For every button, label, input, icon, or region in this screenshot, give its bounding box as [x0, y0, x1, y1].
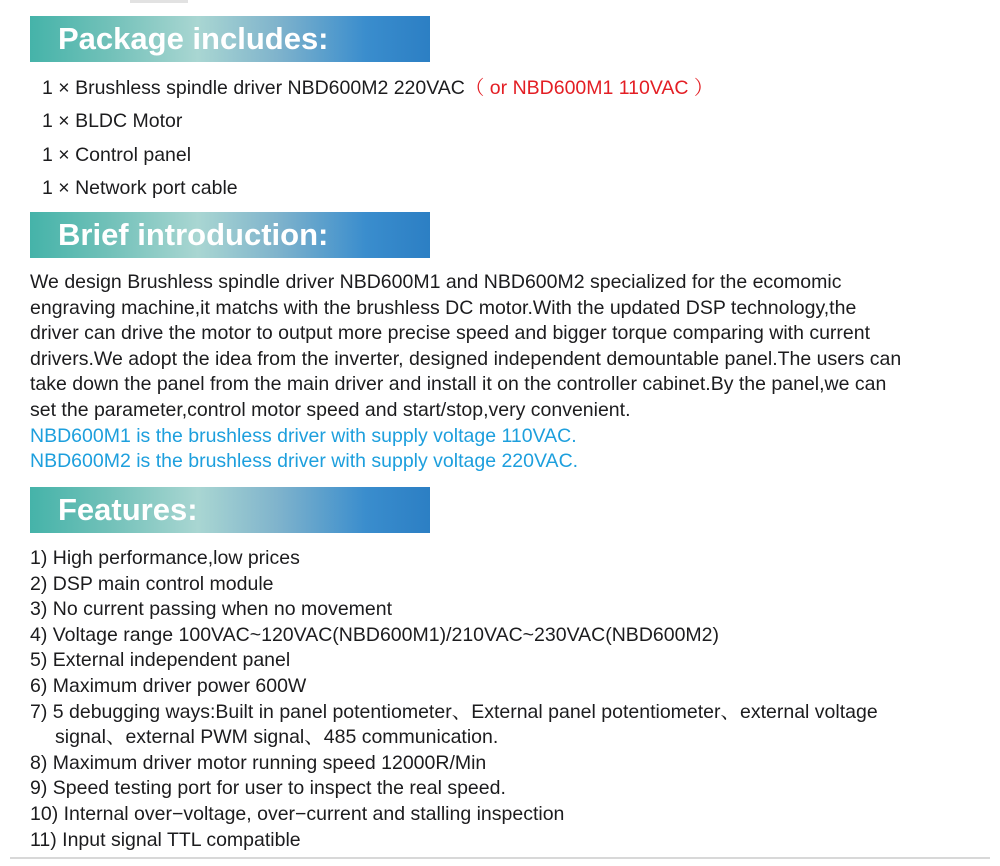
intro-highlight-line: NBD600M1 is the brushless driver with supply voltage 110VAC.: [30, 424, 577, 447]
package-item-text: 1 × Brushless spindle driver NBD600M2 220VAC: [42, 77, 465, 99]
feature-line: 7) 5 debugging ways:Built in panel potentiometer、External panel potentiometer、external voltage: [30, 700, 878, 723]
intro-line: set the parameter,control motor speed and start/stop,very convenient.: [30, 398, 631, 421]
feature-line: 9) Speed testing port for user to inspect the real speed.: [30, 777, 506, 800]
package-item-text: 1 × Control panel: [42, 143, 192, 166]
section-title-features: Features:: [58, 492, 198, 527]
package-items-list: [42, 72, 713, 206]
feature-line: 6) Maximum driver power 600W: [30, 674, 307, 697]
feature-line: 3) No current passing when no movement: [30, 598, 393, 621]
section-title-package: Package includes:: [58, 21, 329, 56]
brief-introduction-paragraph: [30, 270, 901, 475]
cropped-content-remnant: [130, 0, 188, 3]
section-banner-features: [30, 487, 430, 533]
section-banner-package: [30, 16, 430, 62]
intro-line: We design Brushless spindle driver NBD600M1 and NBD600M2 specialized for the ecomomic: [30, 271, 842, 293]
section-banner-brief-introduction: [30, 212, 430, 258]
package-item-text: 1 × Network port cable: [42, 177, 238, 200]
feature-line: 1) High performance,low prices: [30, 547, 300, 569]
feature-line: 4) Voltage range 100VAC~120VAC(NBD600M1)/210VAC~230VAC(NBD600M2): [30, 623, 720, 646]
feature-line-continuation: signal、external PWM signal、485 communication.: [55, 726, 499, 749]
feature-line: 8) Maximum driver motor running speed 12000R/Min: [30, 751, 487, 774]
package-item: [42, 172, 713, 205]
features-list: [30, 546, 878, 853]
package-item: [42, 72, 713, 105]
feature-line: 11) Input signal TTL compatible: [30, 828, 301, 851]
cropped-next-section-divider: [10, 857, 990, 859]
intro-line: take down the panel from the main driver and install it on the controller cabinet.By the panel,we can: [30, 373, 887, 396]
intro-highlight-line: NBD600M2 is the brushless driver with supply voltage 220VAC.: [30, 450, 579, 473]
intro-line: drivers.We adopt the idea from the inverter, designed independent demountable panel.The users can: [30, 347, 902, 370]
intro-line: engraving machine,it matchs with the brushless DC motor.With the updated DSP technology,the: [30, 296, 857, 319]
package-item: [42, 105, 713, 138]
feature-line: 5) External independent panel: [30, 649, 291, 672]
section-title-brief-introduction: Brief introduction:: [58, 217, 329, 252]
feature-line: 2) DSP main control module: [30, 572, 274, 595]
package-item-red-note: （ or NBD600M1 110VAC ）: [464, 77, 714, 99]
feature-line: 10) Internal over−voltage, over−current and stalling inspection: [30, 802, 565, 825]
package-item-text: 1 × BLDC Motor: [42, 110, 183, 133]
intro-line: driver can drive the motor to output more precise speed and bigger torque comparing with current: [30, 322, 871, 345]
package-item: [42, 139, 713, 172]
